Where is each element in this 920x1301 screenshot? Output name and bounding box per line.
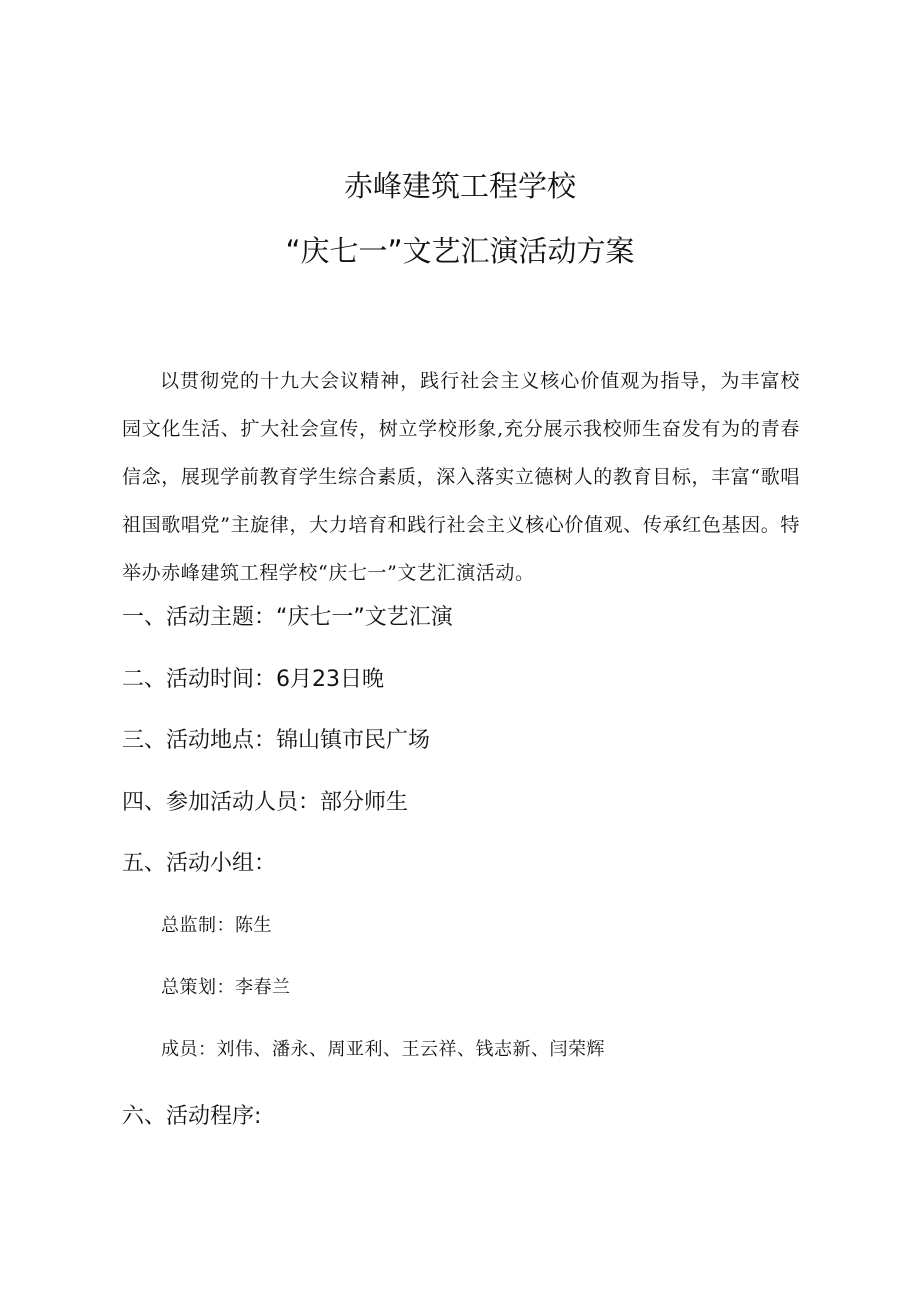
section-procedure: 六、活动程序: — [122, 1104, 262, 1129]
group-supervisor: 总监制：陈生 — [161, 915, 272, 936]
section-group: 五、活动小组： — [122, 851, 277, 876]
group-members: 成员：刘伟、潘永、周亚利、王云祥、钱志新、闫荣辉 — [161, 1039, 605, 1060]
school-name-title: 赤峰建筑工程学校 — [343, 169, 576, 203]
intro-paragraph: 以贯彻党的十九大会议精神，践行社会主义核心价值观为指导，为丰富校园文化生活、扩大社会宣传，树立学校形象,充分展示我校师生奋发有为的青春信念，展现学前教育学生综合素质，深入落实立德树人的教育目标，丰富“歌唱祖国歌唱党”主旋律，大力培育和践行社会主义核心价值观、传承红色基因。特举办赤峰建筑工程学校“庆七一”文艺汇演活动。 — [122, 370, 800, 584]
plan-title: “庆七一”文艺汇演活动方案 — [285, 234, 635, 268]
section-theme: 一、活动主题：“庆七一”文艺汇演 — [122, 605, 453, 630]
section-time: 二、活动时间：6月23日晚 — [122, 667, 384, 692]
section-participants: 四、参加活动人员：部分师生 — [122, 790, 409, 815]
section-location: 三、活动地点：锦山镇市民广场 — [122, 728, 431, 753]
group-planner: 总策划：李春兰 — [161, 977, 291, 998]
